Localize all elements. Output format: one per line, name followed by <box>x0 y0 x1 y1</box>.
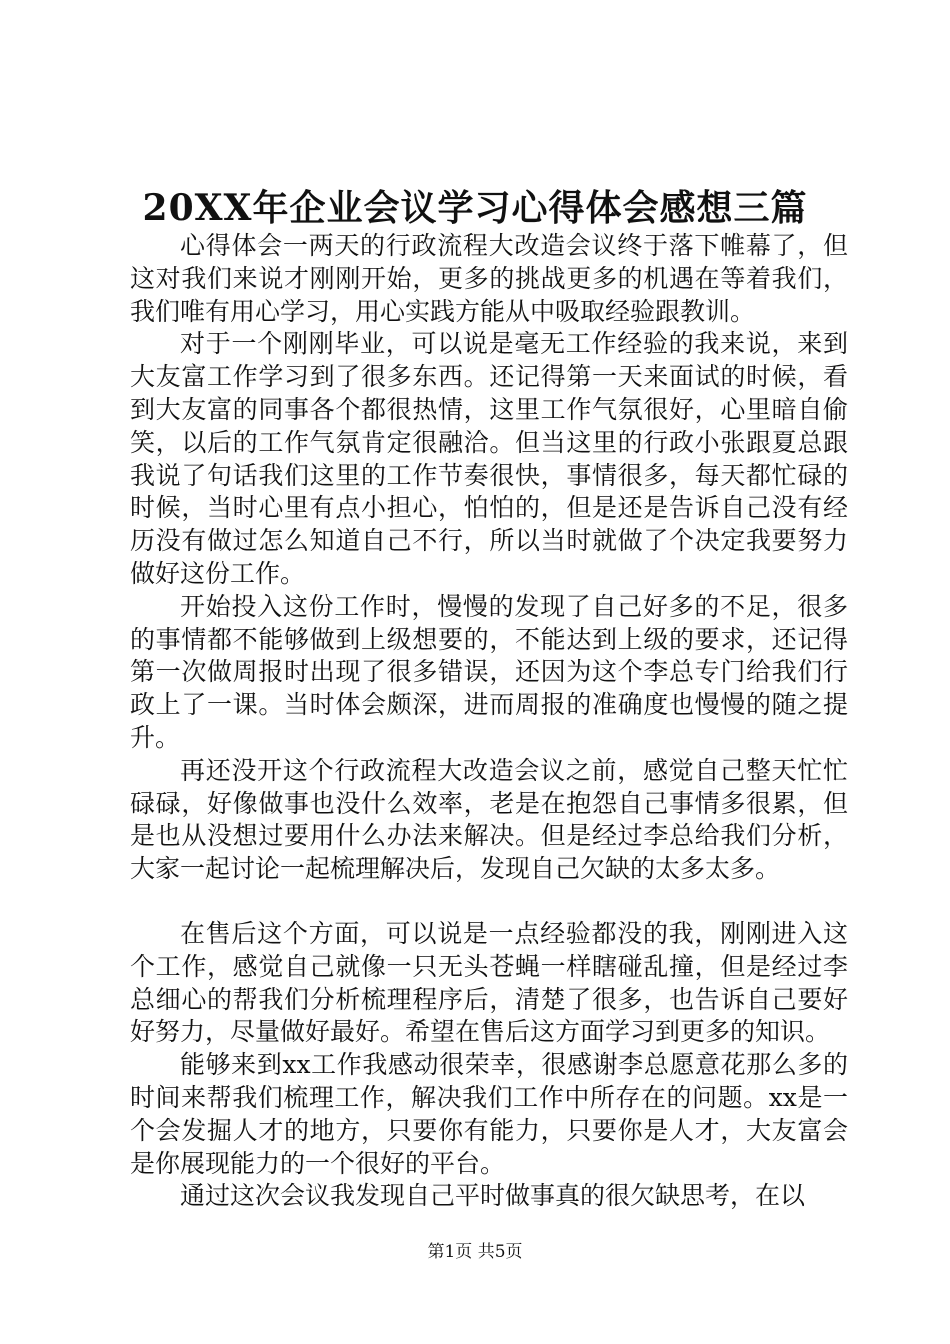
paragraph-1: 心得体会一两天的行政流程大改造会议终于落下帷幕了，但这对我们来说才刚刚开始，更多的挑战更多的机遇在等着我们，我们唯有用心学习，用心实践方能从中吸取经验跟教训。 <box>130 231 848 326</box>
paragraph-2: 对于一个刚刚毕业，可以说是毫无工作经验的我来说，来到大友富工作学习到了很多东西。还记得第一天来面试的时候，看到大友富的同事各个都很热情，这里工作气氛很好，心里暗自偷笑，以后的工作气氛肯定很融洽。但当这里的行政小张跟夏总跟我说了句话我们这里的工作节奏很快，事情很多，每天都忙碌的时候，当时心里有点小担心，怕怕的，但是还是告诉自己没有经历没有做过怎么知道自己不行，所以当时就做了个决定我要努力做好这份工作。 <box>130 329 848 588</box>
page-footer: 第1页 共5页 <box>427 1242 523 1262</box>
document-body <box>130 230 848 1213</box>
paragraph-3: 开始投入这份工作时，慢慢的发现了自己好多的不足，很多的事情都不能够做到上级想要的，不能达到上级的要求，还记得第一次做周报时出现了很多错误，还因为这个李总专门给我们行政上了一课。当时体会颇深，进而周报的准确度也慢慢的随之提升。 <box>130 591 848 752</box>
paragraph-5: 在售后这个方面，可以说是一点经验都没的我，刚刚进入这个工作，感觉自己就像一只无头苍蝇一样瞎碰乱撞，但是经过李总细心的帮我们分析梳理程序后，清楚了很多，也告诉自己要好好努力，尽量做好最好。希望在售后这方面学习到更多的知识。 <box>130 918 848 1047</box>
paragraph-4: 再还没开这个行政流程大改造会议之前，感觉自己整天忙忙碌碌，好像做事也没什么效率，老是在抱怨自己事情多很累，但是也从没想过要用什么办法来解决。但是经过李总给我们分析，大家一起讨论一起梳理解决后，发现自己欠缺的太多太多。 <box>130 755 848 884</box>
paragraph-7: 通过这次会议我发现自己平时做事真的很欠缺思考，在以 <box>180 1181 806 1211</box>
document-title: 20XX年企业会议学习心得体会感想三篇 <box>142 187 808 229</box>
paragraph-6: 能够来到xx工作我感动很荣幸，很感谢李总愿意花那么多的时间来帮我们梳理工作，解决我们工作中所存在的问题。xx是一个会发掘人才的地方，只要你有能力，只要你是人才，大友富会是你展现能力的一个很好的平台。 <box>130 1050 848 1178</box>
